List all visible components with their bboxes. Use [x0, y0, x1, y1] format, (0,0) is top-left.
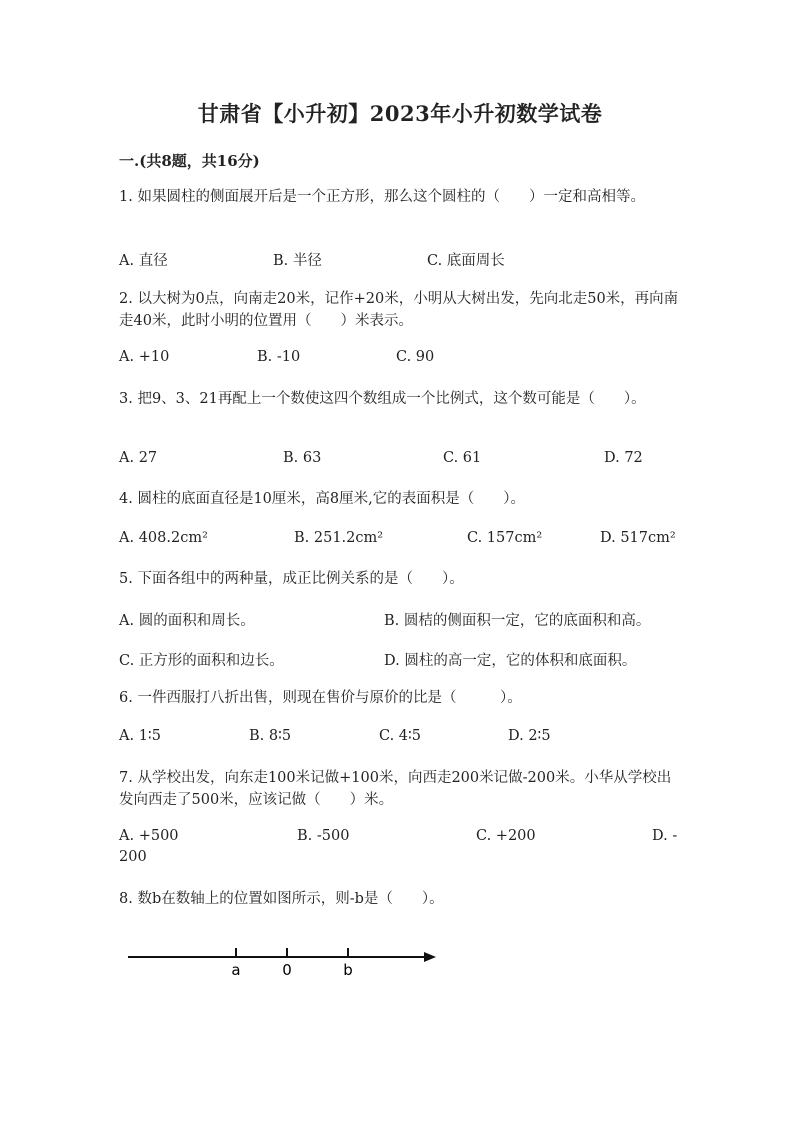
- question-4: 4. 圆柱的底面直径是10厘米，高8厘米,它的表面积是（ ）。: [119, 491, 525, 507]
- q6-option-d: D. 2∶5: [508, 728, 551, 744]
- q7-option-d-continued: 200: [119, 849, 147, 865]
- axis-arrow: [424, 952, 436, 962]
- q3-option-b: B. 63: [283, 450, 322, 466]
- question-6: 6. 一件西服打八折出售，则现在售价与原价的比是（ ）。: [119, 690, 522, 706]
- q6-option-a: A. 1∶5: [119, 728, 161, 744]
- section-heading: 一.(共8题，共16分): [119, 152, 260, 170]
- q3-option-c: C. 61: [443, 450, 482, 466]
- q1-option-c: C. 底面周长: [427, 253, 505, 269]
- q3-option-d: D. 72: [604, 450, 643, 466]
- number-line-figure: [120, 935, 450, 985]
- question-5: 5. 下面各组中的两种量，成正比例关系的是（ ）。: [119, 571, 464, 587]
- q2-option-a: A. +10: [119, 349, 170, 365]
- q2-option-c: C. 90: [396, 349, 435, 365]
- q4-option-c: C. 157cm²: [467, 530, 543, 546]
- q3-option-a: A. 27: [119, 450, 158, 466]
- q5-option-c: C. 正方形的面积和边长。: [119, 653, 284, 669]
- q2-option-b: B. -10: [257, 349, 301, 365]
- q7-option-b: B. -500: [297, 828, 350, 844]
- q6-option-b: B. 8∶5: [249, 728, 292, 744]
- q4-option-d: D. 517cm²: [600, 530, 676, 546]
- question-2: 2. 以大树为0点，向南走20米，记作+20米，小明从大树出发，先向北走50米，再向南走40米，此时小明的位置用（ ）米表示。: [119, 291, 679, 329]
- q5-option-b: B. 圆桔的侧面积一定，它的底面积和高。: [384, 613, 651, 629]
- q5-option-d: D. 圆柱的高一定，它的体积和底面积。: [384, 653, 637, 669]
- number-line: [120, 935, 450, 985]
- label-b: b: [343, 961, 353, 979]
- label-a: a: [231, 961, 241, 979]
- q4-option-a: A. 408.2cm²: [119, 530, 208, 546]
- q7-option-d: D. -: [652, 828, 678, 844]
- q7-option-a: A. +500: [119, 828, 179, 844]
- q1-option-a: A. 直径: [119, 253, 168, 269]
- question-7: 7. 从学校出发，向东走100米记做+100米，向西走200米记做-200米。小华从学校出发向西走了500米，应该记做（ ）米。: [119, 770, 672, 808]
- q6-option-c: C. 4∶5: [379, 728, 422, 744]
- q5-option-a: A. 圆的面积和周长。: [119, 613, 255, 629]
- q7-option-c: C. +200: [476, 828, 536, 844]
- q4-option-b: B. 251.2cm²: [294, 530, 384, 546]
- page-title: 甘肃省【小升初】2023年小升初数学试卷: [197, 101, 603, 126]
- q1-option-b: B. 半径: [273, 253, 322, 269]
- question-8: 8. 数b在数轴上的位置如图所示，则-b是（ ）。: [119, 891, 444, 907]
- label-0: 0: [282, 961, 292, 979]
- question-3: 3. 把9、3、21再配上一个数使这四个数组成一个比例式，这个数可能是（ ）。: [119, 391, 646, 407]
- question-1: 1. 如果圆柱的侧面展开后是一个正方形，那么这个圆柱的（ ）一定和高相等。: [119, 189, 645, 205]
